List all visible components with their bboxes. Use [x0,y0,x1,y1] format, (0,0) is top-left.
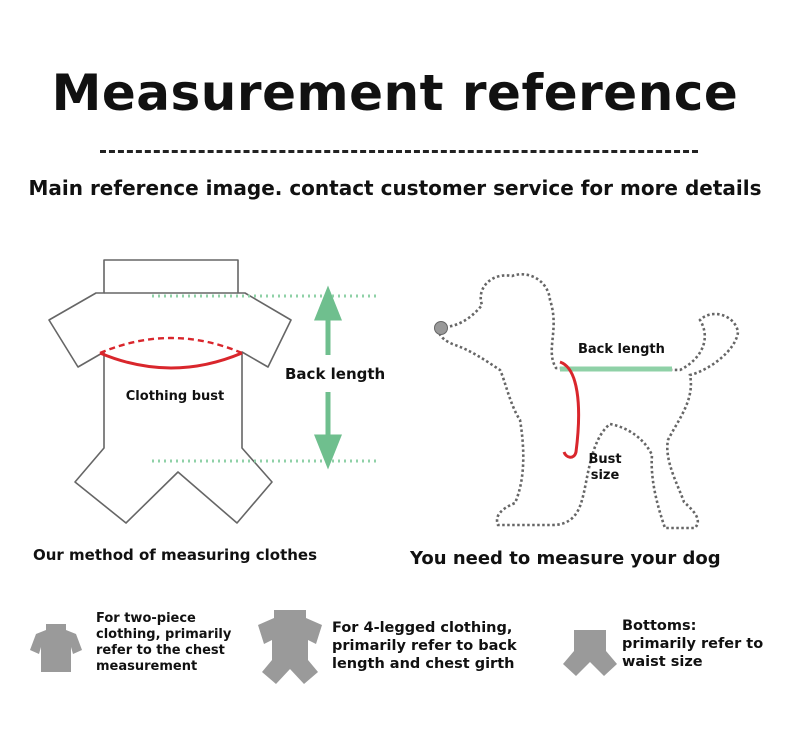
note-line: For two-piece [96,611,196,626]
dog-nose [435,322,448,335]
note-line: primarily refer to [622,636,764,652]
dog-diagram [435,274,739,528]
left-diagram-caption: Our method of measuring clothes [33,546,318,564]
dog-back-length-label: Back length [578,342,665,357]
dog-outline [439,274,738,528]
note-two-piece [96,611,231,675]
page-subtitle: Main reference image. contact customer service for more details [28,176,762,200]
dog-bust-label-line2: size [590,467,620,483]
note-line: primarily refer to back [332,638,517,654]
note-line: For 4-legged clothing, [332,620,513,636]
dog-bust-measure [560,362,579,457]
four-legged-suit-icon [258,610,322,684]
two-piece-shirt-icon [30,624,82,672]
note-four-legged [332,619,517,673]
page-title: Measurement reference [51,64,739,122]
note-line: measurement [96,659,198,674]
back-length-label: Back length [285,365,386,383]
right-diagram-caption: You need to measure your dog [410,548,721,569]
note-bottoms [622,617,763,671]
dog-bust-size-label [580,452,630,483]
note-line: Bottoms: [622,618,697,634]
clothing-bust-label: Clothing bust [125,389,225,404]
note-line: refer to the chest [96,643,225,658]
bottoms-icon [563,630,617,676]
dog-bust-label-line1: Bust [588,452,622,467]
note-line: waist size [622,654,703,670]
note-line: length and chest girth [332,656,515,672]
note-line: clothing, primarily [96,627,232,642]
